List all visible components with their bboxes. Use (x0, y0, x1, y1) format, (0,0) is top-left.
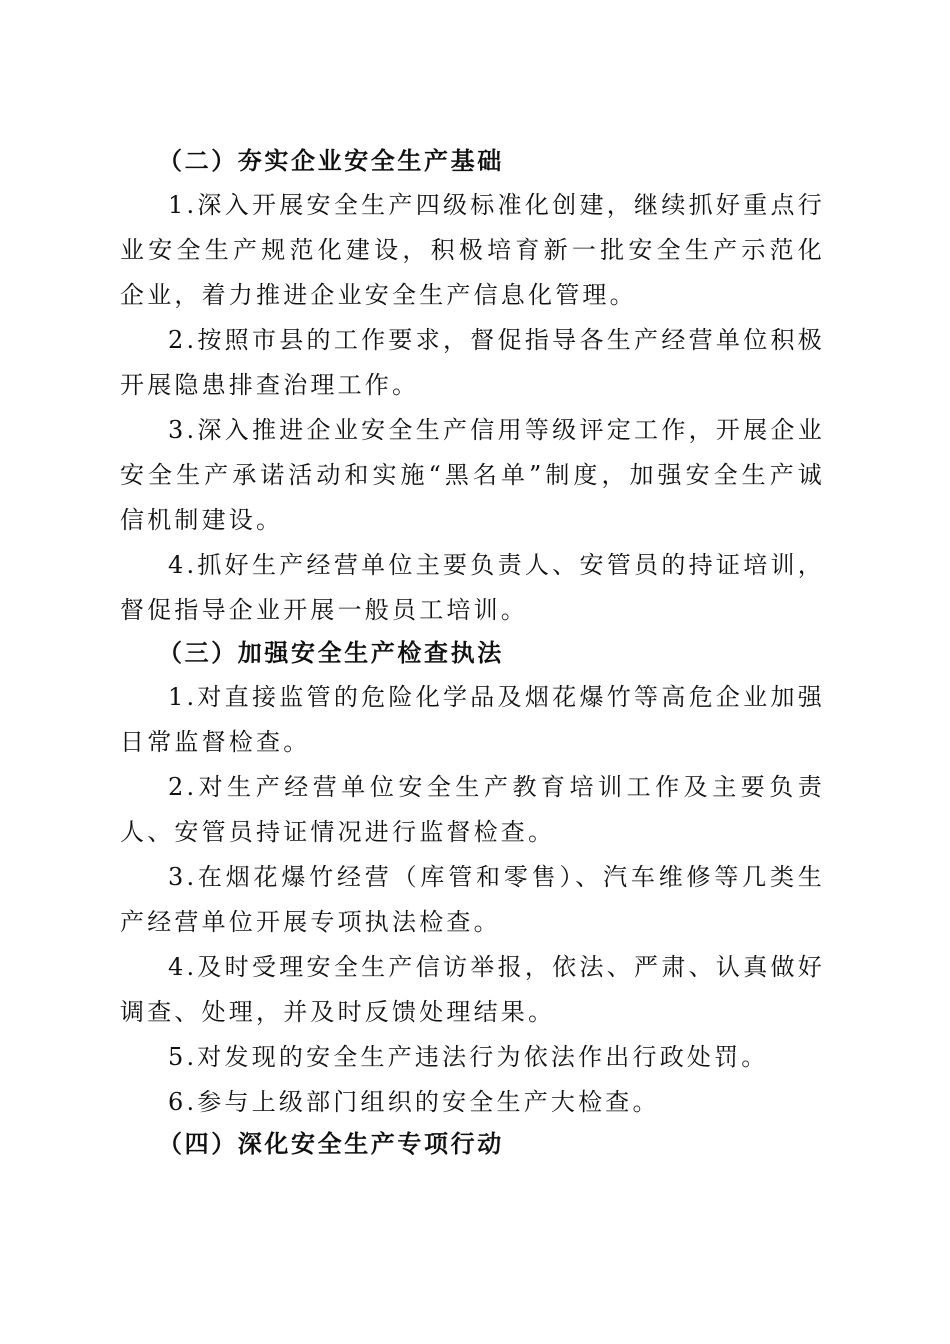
paragraph-2-2: 2.按照市县的工作要求，督促指导各生产经营单位积极开展隐患排查治理工作。 (120, 326, 825, 399)
section-heading-4: （四）深化安全生产专项行动 (158, 1129, 504, 1158)
paragraph-3-5: 5.对发现的安全生产违法行为依法作出行政处罚。 (168, 1043, 769, 1071)
paragraph-3-6: 6.参与上级部门组织的安全生产大检查。 (168, 1088, 660, 1116)
paragraph-2-3: 3.深入推进企业安全生产信用等级评定工作，开展企业安全生产承诺活动和实施“黑名单”制度，加强安全生产诚信机制建设。 (120, 416, 825, 534)
section-heading-2: （二）夯实企业安全生产基础 (158, 146, 504, 175)
paragraph-3-1: 1.对直接监管的危险化学品及烟花爆竹等高危企业加强日常监督检查。 (120, 683, 825, 756)
paragraph-3-3: 3.在烟花爆竹经营（库管和零售）、汽车维修等几类生产经营单位开展专项执法检查。 (120, 863, 825, 936)
paragraph-3-4: 4.及时受理安全生产信访举报，依法、严肃、认真做好调查、处理，并及时反馈处理结果。 (120, 953, 825, 1026)
paragraph-2-4: 4.抓好生产经营单位主要负责人、安管员的持证培训，督促指导企业开展一般员工培训。 (120, 551, 825, 624)
paragraph-2-1: 1.深入开展安全生产四级标准化创建，继续抓好重点行业安全生产规范化建设，积极培育新一批安全生产示范化企业，着力推进企业安全生产信息化管理。 (120, 191, 825, 309)
section-heading-3: （三）加强安全生产检查执法 (158, 638, 504, 667)
paragraph-3-2: 2.对生产经营单位安全生产教育培训工作及主要负责人、安管员持证情况进行监督检查。 (120, 773, 825, 846)
